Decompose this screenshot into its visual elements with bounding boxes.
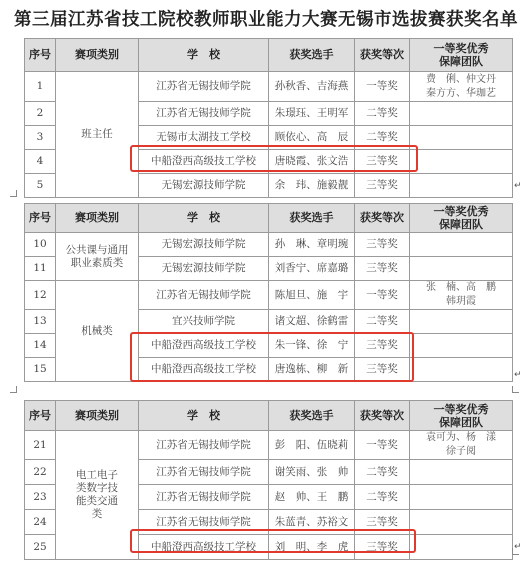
cell-winners: 孙秋香、吉海燕 [269,72,355,102]
cell-category: 公共课与通用职业素质类 [56,233,139,281]
cell-school: 江苏省无锡技师学院 [139,72,269,102]
paragraph-mark: ↵ [514,542,522,552]
cell-level: 三等奖 [355,334,410,358]
cell-winners: 诸文超、徐鹤雷 [269,310,355,334]
header-winners: 获奖选手 [269,39,355,72]
cell-level: 三等奖 [355,257,410,281]
header-team: 一等奖优秀 保障团队 [410,401,513,431]
cell-winners: 唐晓霞、张文浩 [269,150,355,174]
cell-no: 4 [25,150,56,174]
cell-team-empty [410,233,513,257]
cell-winners: 朱璟珏、王明军 [269,102,355,126]
cell-school: 无锡宏源技师学院 [139,257,269,281]
cell-school: 宜兴技师学院 [139,310,269,334]
cell-no: 24 [25,510,56,535]
table-row [25,431,513,460]
cell-team: 费 俐、仲文丹 秦方方、华珈艺 [410,72,513,102]
cell-school: 江苏省无锡技师学院 [139,460,269,485]
header-no: 序号 [25,401,56,431]
awards-table-3 [24,400,513,560]
cell-team-empty [410,150,513,174]
cell-level: 三等奖 [355,510,410,535]
cell-no: 11 [25,257,56,281]
crop-mark [10,386,17,393]
cell-team-empty [410,126,513,150]
cell-winners: 余 玮、施毅靓 [269,174,355,198]
cell-team-empty [410,358,513,382]
cell-level: 二等奖 [355,102,410,126]
table-header-row [25,401,513,431]
cell-team: 张 楠、高 鹏 韩玥霞 [410,281,513,310]
cell-no: 25 [25,535,56,560]
cell-level: 一等奖 [355,431,410,460]
table-section-1 [24,38,512,198]
cell-team-empty [410,510,513,535]
cell-no: 22 [25,460,56,485]
paragraph-mark: ↵ [514,181,522,191]
paragraph-mark: ↵ [514,370,522,380]
cell-school: 无锡宏源技师学院 [139,233,269,257]
document-title: 第三届江苏省技工院校教师职业能力大赛无锡市选拔赛获奖名单 [14,10,518,30]
table-header-row [25,204,513,233]
table-section-3 [24,400,512,560]
header-category: 赛项类别 [56,401,139,431]
header-level: 获奖等次 [355,401,410,431]
cell-school: 江苏省无锡技师学院 [139,431,269,460]
cell-team-empty [410,310,513,334]
table-header-row [25,39,513,72]
cell-level: 一等奖 [355,72,410,102]
awards-table-1 [24,38,513,198]
header-no: 序号 [25,204,56,233]
cell-school: 中船澄西高级技工学校 [139,358,269,382]
cell-team-empty [410,174,513,198]
cell-team-empty [410,102,513,126]
cell-team-empty [410,460,513,485]
cell-level: 三等奖 [355,535,410,560]
header-school: 学 校 [139,39,269,72]
cell-school: 中船澄西高级技工学校 [139,535,269,560]
cell-winners: 刘香宁、席嘉璐 [269,257,355,281]
header-level: 获奖等次 [355,39,410,72]
cell-winners: 唐逸栋、柳 新 [269,358,355,382]
header-winners: 获奖选手 [269,401,355,431]
cell-level: 三等奖 [355,233,410,257]
table-row [25,281,513,310]
cell-school: 无锡宏源技师学院 [139,174,269,198]
header-school: 学 校 [139,401,269,431]
cell-school: 江苏省无锡技师学院 [139,510,269,535]
cell-no: 23 [25,485,56,510]
cell-no: 21 [25,431,56,460]
header-category: 赛项类别 [56,39,139,72]
cell-team-empty [410,535,513,560]
cell-school: 中船澄西高级技工学校 [139,334,269,358]
cell-no: 1 [25,72,56,102]
awards-table-2 [24,203,513,382]
header-no: 序号 [25,39,56,72]
cell-winners: 朱一锋、徐 宁 [269,334,355,358]
cell-category: 班主任 [56,72,139,198]
cell-level: 三等奖 [355,174,410,198]
cell-team-empty [410,257,513,281]
table-row [25,72,513,102]
cell-no: 3 [25,126,56,150]
crop-mark [512,548,519,555]
cell-school: 江苏省无锡技师学院 [139,281,269,310]
cell-winners: 朱蓝青、苏裕文 [269,510,355,535]
cell-no: 14 [25,334,56,358]
cell-no: 13 [25,310,56,334]
cell-winners: 赵 帅、王 鹏 [269,485,355,510]
table-section-2 [24,203,512,382]
cell-category: 机械类 [56,281,139,382]
cell-level: 二等奖 [355,126,410,150]
cell-winners: 谢笑雨、张 帅 [269,460,355,485]
cell-category: 电工电子类数字技能类交通类 [56,431,139,560]
header-level: 获奖等次 [355,204,410,233]
cell-level: 一等奖 [355,281,410,310]
cell-school: 江苏省无锡技师学院 [139,485,269,510]
cell-team: 袁可为、杨 漾 徐子阅 [410,431,513,460]
cell-level: 二等奖 [355,460,410,485]
cell-winners: 陈旭旦、施 宇 [269,281,355,310]
cell-team-empty [410,334,513,358]
cell-level: 二等奖 [355,485,410,510]
header-school: 学 校 [139,204,269,233]
cell-level: 二等奖 [355,310,410,334]
cell-no: 10 [25,233,56,257]
header-team: 一等奖优秀 保障团队 [410,204,513,233]
cell-team-empty [410,485,513,510]
cell-no: 2 [25,102,56,126]
cell-winners: 刘 明、李 虎 [269,535,355,560]
table-row [25,233,513,257]
cell-winners: 彭 阳、伍晓莉 [269,431,355,460]
crop-mark [10,190,17,197]
cell-school: 江苏省无锡技师学院 [139,102,269,126]
header-team: 一等奖优秀 保障团队 [410,39,513,72]
cell-school: 中船澄西高级技工学校 [139,150,269,174]
cell-no: 12 [25,281,56,310]
cell-level: 三等奖 [355,150,410,174]
header-winners: 获奖选手 [269,204,355,233]
cell-level: 三等奖 [355,358,410,382]
crop-mark [512,386,519,393]
cell-winners: 顾依心、高 辰 [269,126,355,150]
cell-school: 无锡市太湖技工学校 [139,126,269,150]
cell-winners: 孙 琳、章明琬 [269,233,355,257]
cell-no: 15 [25,358,56,382]
header-category: 赛项类别 [56,204,139,233]
cell-no: 5 [25,174,56,198]
